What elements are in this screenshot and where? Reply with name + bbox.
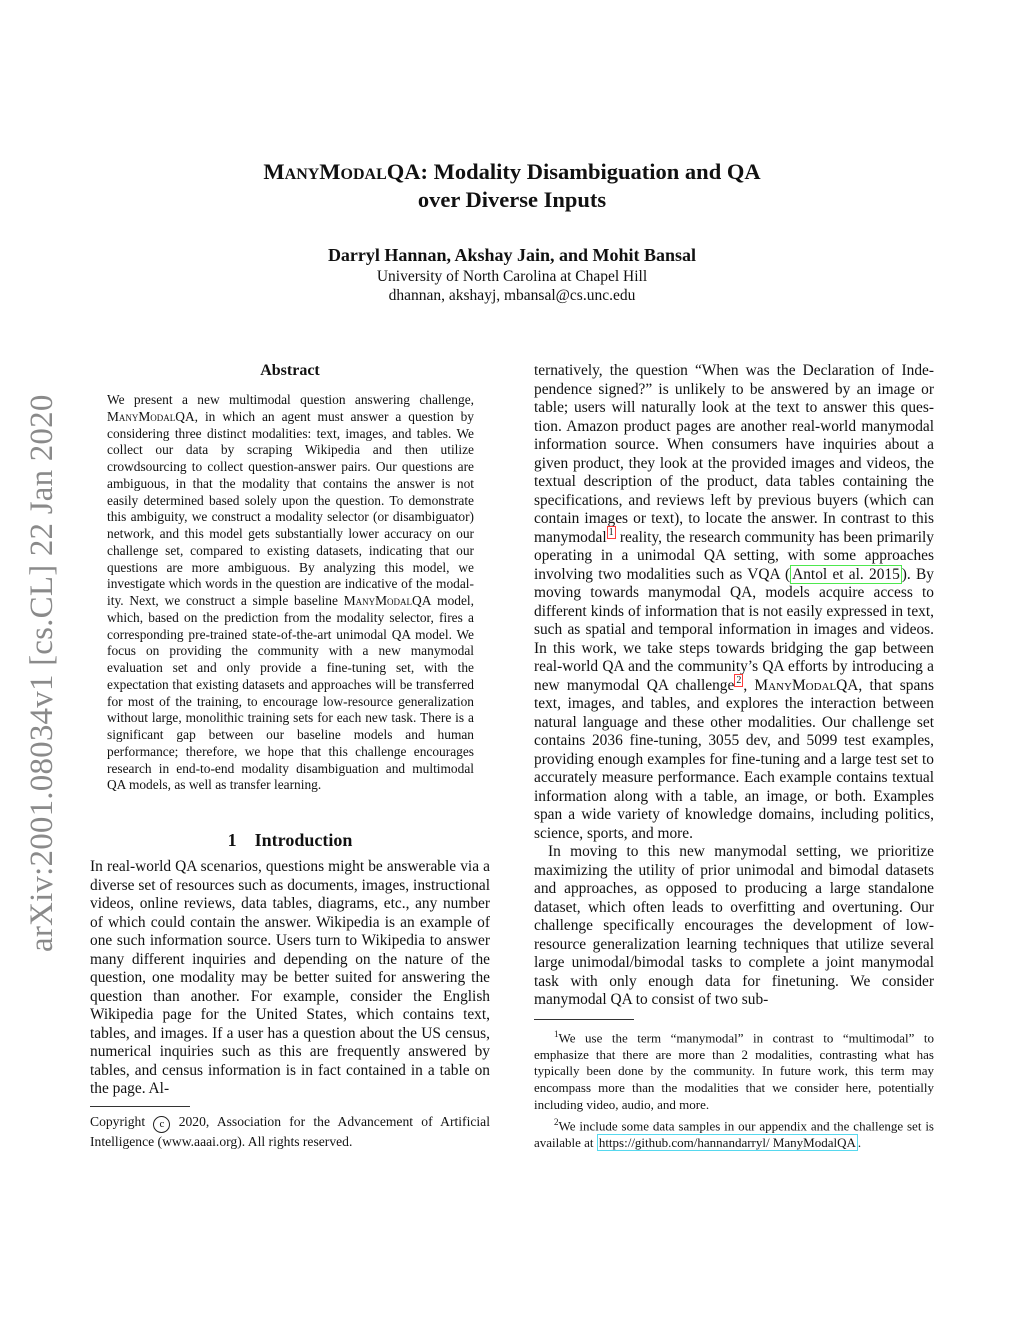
title-name: ManyModalQA: [263, 159, 421, 184]
intro-paragraph-right-2: In moving to this new manymodal setting, we prioritize maximizing the utility of prior unimodal and bimodal datasets and approaches, as opposed to producing a large standalone dataset, which often leads to overfitting and overtuning. Our challenge specifically encourages the development of low-resource generalization learning techniques that utilize several large unimodal/bimodal tasks to complete a joint manymodal task with only enough data for finetuning. We consider manymodal QA to consist of two sub-: [534, 843, 934, 1008]
section-title: Introduction: [254, 830, 353, 850]
citation-link-antol[interactable]: Antol et al. 2015: [792, 565, 900, 583]
footnote-1-number: 1: [554, 1028, 559, 1039]
footnote-2-link[interactable]: 2: [736, 675, 742, 687]
footnote-2-end: .: [857, 1134, 862, 1150]
arxiv-stamp: arXiv:2001.08034v1 [cs.CL] 22 Jan 2020: [24, 394, 60, 952]
footnote-2-number: 2: [554, 1116, 559, 1127]
copyright-rule: [90, 1106, 190, 1107]
abstract-text-3: model, which, based on the prediction from the modality selector, fires a corresponding pre-trained state-of-the-art unimodal QA model. We focus on providing the community with a new manymodal evaluation set and only provide a fine-tuning set, with the expectation that existing datasets and approaches will be transferred for most of the training, to encourage low-resource generalization without large, monolithic training sets for each new task. There is a significant gap between our baseline models and human performance; therefore, we hope that this challenge encourages research in end-to-end modality disambiguation and multimodal QA models, as well as transfer learning.: [107, 593, 474, 793]
section-number: 1: [227, 830, 237, 850]
abstract-heading: Abstract: [260, 362, 320, 379]
copyright-notice: [90, 1113, 490, 1150]
title-rest: : Modality Disambiguation and QA: [420, 159, 761, 184]
footnote-2: [534, 1114, 934, 1152]
author-list: Darryl Hannan, Akshay Jain, and Mohit Bansal: [327, 245, 697, 265]
section-heading-introduction: [90, 828, 490, 852]
intro-text-d: ,: [743, 676, 755, 694]
left-column: [90, 360, 490, 1150]
intro-text-a: ternatively, the question “When was the Declaration of Independence signed?” is unlikely to be answered by an image or table; users will naturally look at the text to answer this question. Amazon product pages are another real-world manymodal information source. When consumers have inquiries about a given product, they look at the provided images and videos, the textual description of the product, data tables containing the specifications, and reviews left by previous buyers (which can contain images or text), to locate the answer. In contrast to this manymodal: [534, 362, 934, 546]
affiliation: University of North Carolina at Chapel Hill: [376, 268, 648, 285]
copyright-symbol: c: [153, 1116, 170, 1133]
abstract-dataset-name-2: ManyModalQA: [343, 593, 432, 608]
footnote-1: [534, 1026, 934, 1114]
intro-paragraph-left: In real-world QA scenarios, questions might be answerable via a diverse set of resources such as documents, images, instructional videos, online reviews, data tables, diagrams, etc., any number of which could contain the answer. Wikipedia is an example of one such information source. Users turn to Wikipedia to answer many different inquiries and depending on the nature of the question, one modality may be better suited for answering the question than another. For example, consider the English Wikipedia page for the United States, which contains text, tables, and images. If a user has a question about the US census, numerical inquiries such as this are frequently answered by tables, and census information is in fact contained in a table on the page. Al-: [90, 858, 490, 1097]
footnote-rule: [534, 1019, 634, 1020]
copyright-text: 2020, Association for the Advancement of Artificial Intelligence (www.aaai.org). All rights reserved.: [90, 1113, 490, 1149]
footnote-1-text: We use the term “manymodal” in contrast to “multimodal” to emphasize that there are more than 2 modalities, contrasting what has typically been done by the community. In future work, this term may encompass more than the modalities that we consider here, potentially including video, audio, and more.: [534, 1029, 934, 1113]
footnote-1-link[interactable]: 1: [608, 527, 614, 539]
intro-text-b: reality, the research community has been primarily operating in a unimodal QA setting, with some approaches involving two modalities such as VQA (: [534, 528, 934, 583]
abstract-body: [107, 392, 474, 794]
abstract-text-1: We present a new multimodal question answering challenge,: [107, 392, 474, 407]
right-column: [534, 362, 934, 1152]
intro-dataset-name: ManyModalQA: [754, 676, 859, 694]
intro-paragraph-right: [534, 362, 934, 843]
footnote-2-text: We include some data samples in our appendix and the challenge set is available at: [534, 1118, 934, 1150]
paper-title: [160, 158, 864, 214]
author-emails: dhannan, akshayj, mbansal@cs.unc.edu: [388, 287, 636, 304]
dataset-url-link[interactable]: https://github.com/hannandarryl/ ManyModalQA: [598, 1134, 856, 1150]
intro-text-c: ). By moving towards manymodal QA, models acquire access to different kinds of information that is not easily expressed in text, such as spatial and temporal information in images and videos. In this work, we take steps towards bridging the gap between real-world QA and the community’s QA efforts by introducing a new manymodal QA challenge: [534, 565, 934, 694]
abstract-text-2: , in which an agent must answer a question by considering three distinct modalities: text, images, and tables. We collect our data by scraping Wikipedia and then utilize crowdsourcing to collect question-answer pairs. Our questions are ambiguous, in that the modality that contains the answer is not easily determined based solely upon the question. To demonstrate this ambiguity, we construct a modality selector (or disambiguator) network, and this model gets substantially lower accuracy on our challenge set, compared to existing datasets, indicating that our questions are more ambiguous. By analyzing this model, we investigate which words in the question are indicative of the modality. Next, we construct a simple baseline: [107, 408, 474, 608]
title-line2: over Diverse Inputs: [417, 187, 607, 212]
abstract-dataset-name: ManyModalQA: [107, 408, 195, 424]
intro-text-e: , that spans text, images, and tables, and explores the interaction between natural language and these other modalities. Our challenge set contains 2036 fine-tuning, 3055 dev, and 5099 test examples, providing enough examples for fine-tuning and a large test set to accurately measure performance. Each example contains textual information along with a table, an image, or both. Examples span a wide variety of knowledge domains, including politics, science, sports, and more.: [534, 676, 934, 842]
copyright-label: Copyright: [90, 1113, 146, 1129]
